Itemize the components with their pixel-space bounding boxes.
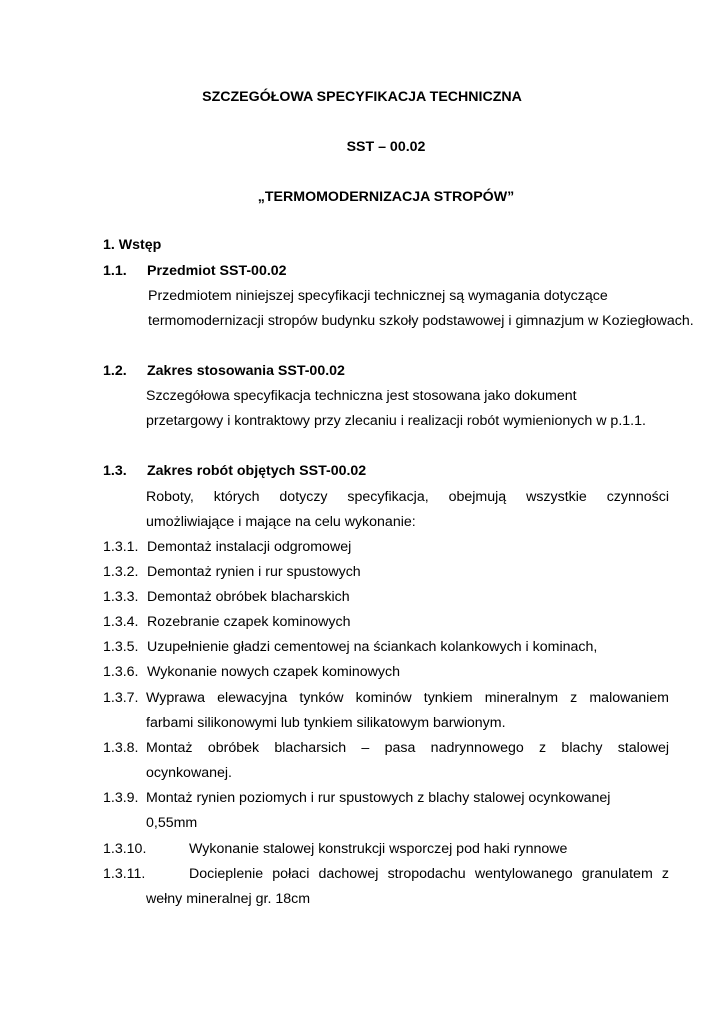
subsection-title: Zakres stosowania SST-00.02: [147, 363, 345, 379]
list-item-number: 1.3.6.: [103, 664, 139, 680]
list-item-text: ocynkowanej.: [146, 765, 232, 781]
document-code: SST – 00.02: [346, 139, 426, 155]
list-item-text: Montaż rynien poziomych i rur spustowych z blachy stalowej ocynkowanej: [146, 790, 611, 806]
list-item-number: 1.3.1.: [103, 539, 139, 555]
list-item-number: 1.3.8.: [103, 740, 139, 756]
list-item-text: Docieplenie połaci dachowej stropodachu wentylowanego granulatem z: [189, 866, 669, 882]
list-item-text: Demontaż obróbek blacharskich: [147, 589, 350, 605]
list-item-text: Wyprawa elewacyjna tynków kominów tynkiem mineralnym z malowaniem: [146, 690, 669, 706]
list-item-number: 1.3.7.: [103, 690, 139, 706]
paragraph-line: termomodernizacji stropów budynku szkoły podstawowej i gimnazjum w Koziegłowach.: [148, 313, 694, 329]
paragraph-line: przetargowy i kontraktowy przy zlecaniu i realizacji robót wymienionych w p.1.1.: [146, 413, 646, 429]
paragraph-line: Przedmiotem niniejszej specyfikacji technicznej są wymagania dotyczące: [148, 288, 608, 304]
list-item-text: Rozebranie czapek kominowych: [147, 614, 351, 630]
paragraph-line: umożliwiające i mające na celu wykonanie:: [146, 514, 416, 530]
list-item-number: 1.3.11.: [103, 866, 146, 882]
subsection-number: 1.1.: [103, 263, 127, 279]
list-item-text: Wykonanie nowych czapek kominowych: [147, 664, 400, 680]
subsection-title: Zakres robót objętych SST-00.02: [147, 463, 367, 479]
paragraph-line: Roboty, których dotyczy specyfikacja, obejmują wszystkie czynności: [146, 489, 669, 505]
list-item-text: Montaż obróbek blacharsich – pasa nadrynnowego z blachy stalowej: [146, 740, 669, 756]
list-item-text: wełny mineralnej gr. 18cm: [146, 891, 311, 907]
subsection-number: 1.2.: [103, 363, 127, 379]
list-item-text: Demontaż instalacji odgromowej: [147, 539, 352, 555]
document-title: SZCZEGÓŁOWA SPECYFIKACJA TECHNICZNA: [202, 89, 522, 105]
list-item-number: 1.3.10.: [103, 841, 147, 857]
section-heading: 1. Wstęp: [103, 237, 162, 253]
list-item-number: 1.3.4.: [103, 614, 139, 630]
list-item-number: 1.3.2.: [103, 564, 139, 580]
list-item-text: Uzupełnienie gładzi cementowej na ściankach kolankowych i kominach,: [147, 639, 598, 655]
document-subtitle: „TERMOMODERNIZACJA STROPÓW”: [257, 189, 515, 205]
list-item-text: Wykonanie stalowej konstrukcji wsporczej pod haki rynnowe: [189, 841, 568, 857]
list-item-text: farbami silikonowymi lub tynkiem silikatowym barwionym.: [146, 715, 506, 731]
list-item-number: 1.3.9.: [103, 790, 139, 806]
paragraph-line: Szczegółowa specyfikacja techniczna jest stosowana jako dokument: [146, 388, 577, 404]
list-item-text: Demontaż rynien i rur spustowych: [147, 564, 361, 580]
subsection-number: 1.3.: [103, 463, 127, 479]
list-item-number: 1.3.3.: [103, 589, 139, 605]
subsection-title: Przedmiot SST-00.02: [147, 263, 287, 279]
list-item-text: 0,55mm: [146, 815, 198, 831]
list-item-number: 1.3.5.: [103, 639, 139, 655]
